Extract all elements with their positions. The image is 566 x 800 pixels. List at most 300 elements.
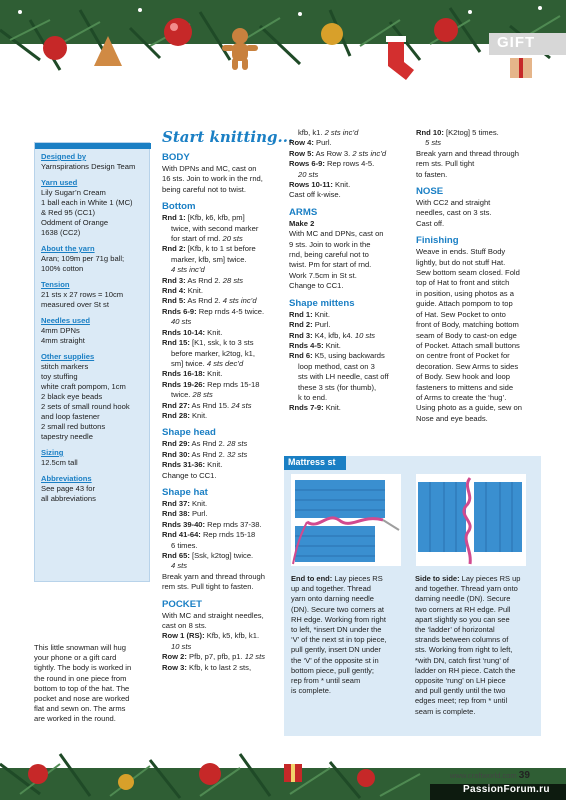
shape-mittens-instructions [289,310,409,414]
instruction-line [162,369,282,379]
instruction-line [289,180,409,190]
instruction-text: kfb, k1. [298,128,325,137]
instruction-text: marker, kfb, sm] twice. [171,254,247,264]
instruction-label: Rnd 65: [162,551,190,560]
instruction-count: 4 sts [171,561,188,571]
instruction-line [162,317,282,327]
instruction-line [289,240,409,250]
footer-site: www.craftworld.com [450,771,517,780]
heading-shape-hat: Shape hat [162,486,208,498]
intro-paragraph [34,643,150,725]
shape-hat-instructions [162,499,282,593]
instruction-label: Rnd 2: [162,244,186,254]
instruction-label: Rnd 28: [162,410,190,420]
instruction-text: of Arms to create the ‘hug’. [416,392,507,402]
instruction-line [415,686,533,696]
instruction-line [291,676,409,686]
instruction-text: of Pocket. Attach small buttons [416,340,520,350]
end-to-end-photo [291,474,401,566]
instructions-column-2 [289,128,409,414]
instruction-line: 16 sts. Join to work in the rnd, [162,174,263,184]
instruction-count: 10 sts [171,641,192,651]
info-line: tapestry needle [41,432,93,441]
instruction-text: lightly, but do not stuff Hat. [416,257,506,267]
instruction-text: fasteners to mittens and side [416,382,514,392]
instruction-count: 32 sts [227,449,248,459]
instruction-line [289,190,409,200]
heading-arms: ARMS [289,206,318,218]
info-line: Aran; 109m per 71g ball; [41,254,125,263]
info-line: 21 sts x 27 rows = 10cm [41,290,124,299]
info-line: See page 43 for [41,484,96,493]
instruction-line: the round in one piece from [34,673,127,683]
info-line: Yarnspirations Design Team [41,162,136,171]
info-line: 4mm straight [41,336,85,345]
instruction-line [162,471,282,481]
info-line: 2 black eye beads [41,392,103,401]
instruction-text: With CC2 and straight [416,198,491,208]
info-line: 100% cotton [41,264,84,273]
instruction-text: strands between columns of [415,635,509,645]
instruction-text: Rep rnds 37-38. [205,519,262,529]
instruction-text: twist. Pm for start of rnd. [289,260,372,270]
instruction-text: and pull gently until the two [415,686,506,696]
instruction-text: 9 sts. Join to work in the [289,239,371,249]
instruction-line [289,219,409,229]
instruction-line [416,351,540,361]
info-heading: Tension [41,280,70,289]
instruction-line [416,403,540,413]
instruction-label: Rnds 31-36: [162,460,206,470]
page-footer [450,770,530,781]
instruction-text: Lay pieces RS up [459,574,521,583]
instruction-text: As Rnd 2. [189,439,228,449]
instruction-text: seam of Body to cast-on edge [416,330,517,340]
info-heading: Designed by [41,152,87,161]
instruction-line [162,213,282,223]
instruction-line: tightly. The body is worked in [34,663,132,673]
instruction-text: darning needle (DN). Secure [415,594,511,604]
instruction-line [416,170,540,180]
instruction-text: Rep rnds 15-18 [200,530,256,540]
instruction-line [416,149,540,159]
instruction-line [416,219,540,229]
instruction-text: Knit. [189,410,208,420]
shape-head-instructions [162,439,282,481]
side-to-side-caption [415,574,533,717]
instruction-line [289,310,409,320]
instruction-line [162,286,282,296]
instruction-label: End to end: [291,574,333,583]
instruction-line [162,224,282,234]
instruction-text: twice. [171,390,193,400]
instruction-label: Rnd 41-64: [162,530,201,540]
instruction-count: 4 sts dec’d [206,358,244,368]
watermark: PassionForum.ru [463,784,550,795]
instruction-line [289,260,409,270]
mattress-stitch-label [284,456,346,470]
page-number: 39 [518,770,530,781]
knit-pieces-image [291,474,401,566]
instruction-line [415,666,533,676]
instruction-count: 28 sts [227,439,248,449]
instruction-line [162,663,282,673]
heading-finishing: Finishing [416,235,459,247]
instruction-text: RH edge. Working from right [291,614,386,624]
instruction-count: 24 sts [231,400,252,410]
instruction-line [162,499,282,509]
instruction-label: Rnd 1: [162,213,186,223]
instruction-count: 5 sts [425,138,442,148]
instruction-text: in position, using photos as a [416,288,514,298]
info-line: all abbreviations [41,494,96,503]
instruction-count: 2 sts inc’d [352,148,387,158]
info-heading: Abbreviations [41,474,92,483]
instruction-label: Rows 10-11: [289,180,333,190]
instruction-line [162,652,282,662]
instruction-text: the ‘ladder’ of horizontal [415,625,495,635]
end-to-end-caption [291,574,409,696]
instruction-text: Knit. [185,286,203,296]
instruction-text: before marker, k2tog, k1, [171,348,255,358]
instruction-line [416,299,540,309]
instruction-line: being careful not to twist. [162,184,246,194]
instruction-line [162,551,282,561]
instruction-text: With MC and DPNs, cast on [289,229,384,239]
instruction-text: Cast off k-wise. [289,190,341,200]
start-knitting-title: Start knitting... [162,128,294,146]
instruction-text: Knit. [205,460,223,470]
instruction-text: Purl. [313,138,332,148]
instruction-line [162,296,282,306]
instruction-label: Make 2 [289,218,315,228]
instruction-line [416,341,540,351]
instruction-label: Rnd 3: [289,330,313,340]
instruction-text: guide. Attach pompom to top [416,299,513,309]
instruction-text: Rep rnds 4-5 twice. [196,306,265,316]
instruction-line [416,383,540,393]
instruction-text: loop method, cast on 3 [298,361,375,371]
instruction-line [289,250,409,260]
info-heading: About the yarn [41,244,95,253]
instruction-label: Rnd 1: [289,309,313,319]
instruction-line [162,450,282,460]
instruction-text: opposite ‘rung’ on LH piece [415,676,506,686]
instruction-label: Rnds 39-40: [162,519,206,529]
instruction-text: Purl. [312,320,331,330]
info-line: Oddment of Orange [41,218,109,227]
instruction-line [416,128,540,138]
instruction-label: Rnd 5: [162,296,186,306]
instruction-text: cast on 8 sts. [162,621,207,631]
instruction-count: 20 sts [222,234,243,244]
instruction-line [291,605,409,615]
info-line: stitch markers [41,362,89,371]
instruction-line [162,439,282,449]
instruction-line [289,320,409,330]
instruction-line [162,307,282,317]
info-heading: Sizing [41,448,64,457]
instruction-text: Sew bottom seam closed. Fold [416,268,520,278]
heading-nose: NOSE [416,186,444,198]
instruction-label: Row 4: [289,138,314,148]
instruction-text: Knit. [205,327,223,337]
instruction-count: 10 sts [354,330,376,340]
finishing-instructions [416,247,540,424]
instruction-label: Rnd 29: [162,439,190,449]
instruction-line [162,509,282,519]
instruction-line [162,411,282,421]
instruction-text: apart slightly so you can see [415,614,510,624]
instruction-text: sts with LH needle, cast off [298,372,389,382]
info-heading: Other supplies [41,352,95,361]
info-box-content [41,152,147,504]
instruction-text: As Rnd 2. [189,449,228,459]
instruction-text: K4, kfb, k4. [312,330,355,340]
instruction-text: rnd, being careful not to [289,250,369,260]
instruction-label: Rnds 10-14: [162,327,206,337]
instruction-line [415,574,533,584]
instruction-text: Change to CC1. [162,470,217,480]
info-line: 12.5cm tall [41,458,78,467]
instruction-line [416,258,540,268]
instruction-line [416,208,540,218]
instruction-line: your phone or a gift card [34,653,117,663]
instruction-text: of Hat. Sew Pocket to onto [416,309,506,319]
instructions-column-1 [162,152,282,673]
instruction-line [416,310,540,320]
instruction-text: Purl. [189,509,208,519]
instruction-line [415,615,533,625]
instruction-text: these 3 sts (for thumb), [298,382,377,392]
instruction-line [162,349,282,359]
instruction-line [289,271,409,281]
bottom-instructions [162,213,282,421]
instruction-count: 28 sts [192,390,213,400]
instruction-line [415,594,533,604]
instruction-line [416,362,540,372]
instruction-text: to left, *insert DN under the [291,625,382,635]
info-line: 1638 (CC2) [41,228,81,237]
instruction-text: As Rnd 2. [185,275,223,285]
instruction-label: Rnd 4: [162,286,186,296]
instruction-text: (DN). Secure two corners at [291,604,384,614]
mattress-stitch-label-text: Mattress st [288,457,336,467]
instruction-line [416,289,540,299]
info-box-stripe [35,143,151,149]
instruction-text: Kfb, k5, kfb, k1. [204,631,260,641]
instruction-label: Rnd 27: [162,400,190,410]
instruction-line [291,645,409,655]
instruction-text: top of Hat to front and stitch [416,278,510,288]
instruction-text: [Ssk, k2tog] twice. [189,551,254,560]
instruction-text: Change to CC1. [289,281,344,291]
info-line: and loop fastener [41,412,100,421]
instruction-text: Cast off. [416,218,445,228]
instruction-text: pull gently, insert DN under [291,645,381,655]
instruction-line [289,138,409,148]
instruction-line [416,393,540,403]
instruction-line [416,159,540,169]
instruction-text: Kfb, k to last 2 sts, [186,662,252,672]
instruction-text: Rep rnds 15-18 [205,379,260,389]
instruction-text: ‘V’ of the next st in top piece, [291,635,387,645]
nose-instructions [416,198,540,229]
instruction-text: Pfb, p7, pfb, p1. [186,652,245,662]
instruction-text: Nose and eye beads. [416,413,488,423]
instruction-line [291,615,409,625]
instruction-text: 6 times. [171,540,198,550]
instruction-line [291,584,409,594]
instruction-label: Rnd 10: [416,128,444,137]
instruction-count: 12 sts [244,652,266,662]
instruction-label: Side to side: [415,574,460,583]
instruction-line [289,372,409,382]
instruction-text: twice, with second marker [171,223,259,233]
instruction-label: Row 5: [289,148,314,158]
instruction-text: two corners at RH edge. Pull [415,604,511,614]
instruction-line [289,362,409,372]
instruction-text: for start of rnd. [171,234,223,244]
instruction-label: Rnd 15: [162,338,190,348]
instruction-count: 20 sts [298,169,319,179]
instruction-line [416,268,540,278]
instruction-label: Rnd 6: [289,351,313,361]
instruction-label: Row 1 (RS): [162,631,205,641]
instruction-label: Rnd 3: [162,275,186,285]
instruction-line: flat and sewn on. The arms [34,704,126,714]
instruction-label: Rnd 38: [162,509,190,519]
instruction-line [291,594,409,604]
instruction-text: Knit. [323,403,341,413]
heading-bottom: Bottom [162,201,196,213]
instruction-line [289,341,409,351]
instruction-line [415,584,533,594]
instruction-line [162,255,282,265]
instruction-text: sm] twice. [171,358,207,368]
instruction-text: Knit. [323,340,341,350]
instruction-text: Using photo as a guide, sew on [416,403,522,413]
instruction-text: up and together. Thread [291,584,371,594]
info-line: Lily Sugar’n Cream [41,188,106,197]
instruction-line [162,401,282,411]
instruction-line [289,351,409,361]
instruction-line [291,656,409,666]
instruction-line [416,198,540,208]
instruction-line [289,149,409,159]
instruction-line [291,686,409,696]
instruction-line [162,234,282,244]
instruction-text: [K1, ssk, k to 3 sts [189,338,254,348]
instruction-text: Work 7.5cm in St st. [289,270,357,280]
instruction-text: Knit. [205,369,223,379]
instruction-text: the ‘V’ of the opposite st in [291,655,379,665]
instruction-count: 28 sts [222,275,244,285]
instruction-text: As Rnd 2. [185,296,223,306]
instruction-line [415,676,533,686]
instruction-line [415,625,533,635]
instruction-text: front of Body, matching bottom [416,320,519,330]
instruction-line [416,414,540,424]
info-line: 1 ball each in White 1 (MC) [41,198,133,207]
instruction-text: Knit. [189,498,208,508]
section-tab-label: GIFT [497,34,536,51]
info-line: measured over St st [41,300,109,309]
instruction-line [162,390,282,400]
instruction-line [162,265,282,275]
instruction-line [289,229,409,239]
instruction-text: Break yarn and thread through [416,148,520,158]
instruction-count: 4 sts inc’d [222,296,257,306]
instruction-text: bottom piece, pull gently; [291,665,374,675]
instruction-line [291,625,409,635]
instruction-line [162,520,282,530]
instruction-text: on centre front of Pocket for [416,351,510,361]
section-tab [489,33,566,55]
instruction-line [289,403,409,413]
instruction-text: Knit. [332,180,351,190]
instruction-line [162,631,282,641]
instruction-text: [K2tog] 5 times. [443,128,499,137]
pocket-continued-instructions [289,128,409,201]
instruction-text: seam is complete. [415,706,476,716]
instruction-line [416,372,540,382]
instruction-line [162,276,282,286]
instruction-line [291,574,409,584]
info-line: 2 sets of small round hook [41,402,130,411]
instruction-line [415,605,533,615]
info-line: white craft pompom, 1cm [41,382,126,391]
instruction-line [162,582,282,592]
instruction-text: Break yarn and thread through [162,571,266,581]
instruction-label: Rows 6-9: [289,159,325,169]
instruction-line [289,331,409,341]
instruction-line [162,338,282,348]
instruction-line [162,530,282,540]
instruction-text: and together. Thread yarn onto [415,584,518,594]
info-heading: Yarn used [41,178,78,187]
instruction-count: 4 sts inc’d [171,265,205,275]
instruction-text: [Kfb, k to 1 st before [185,244,256,254]
mittens-continued-instructions [416,128,540,180]
instruction-line [416,320,540,330]
instruction-line [416,247,540,257]
pattern-info-box [34,142,150,582]
instruction-line [415,645,533,655]
heading-body: BODY [162,152,190,163]
instruction-line: With DPNs and MC, cast on [162,164,257,173]
instruction-line [289,393,409,403]
instruction-line [162,244,282,254]
instruction-text: rem sts. Pull tight to fasten. [162,582,254,592]
instruction-line [162,642,282,652]
instruction-label: Rnds 19-26: [162,379,206,389]
instruction-line [415,696,533,706]
instruction-text: Rep rows 4-5. [324,159,375,169]
instruction-line [162,611,282,621]
christmas-garland-art [0,0,566,92]
instruction-line [162,541,282,551]
instruction-text: to fasten. [416,169,448,179]
heading-pocket: POCKET [162,598,202,610]
instruction-line [162,328,282,338]
instruction-line [291,666,409,676]
heading-shape-head: Shape head [162,427,216,439]
info-line: & Red 95 (CC1) [41,208,96,217]
info-heading: Needles used [41,316,90,325]
instruction-line [416,138,540,148]
instruction-line [416,331,540,341]
